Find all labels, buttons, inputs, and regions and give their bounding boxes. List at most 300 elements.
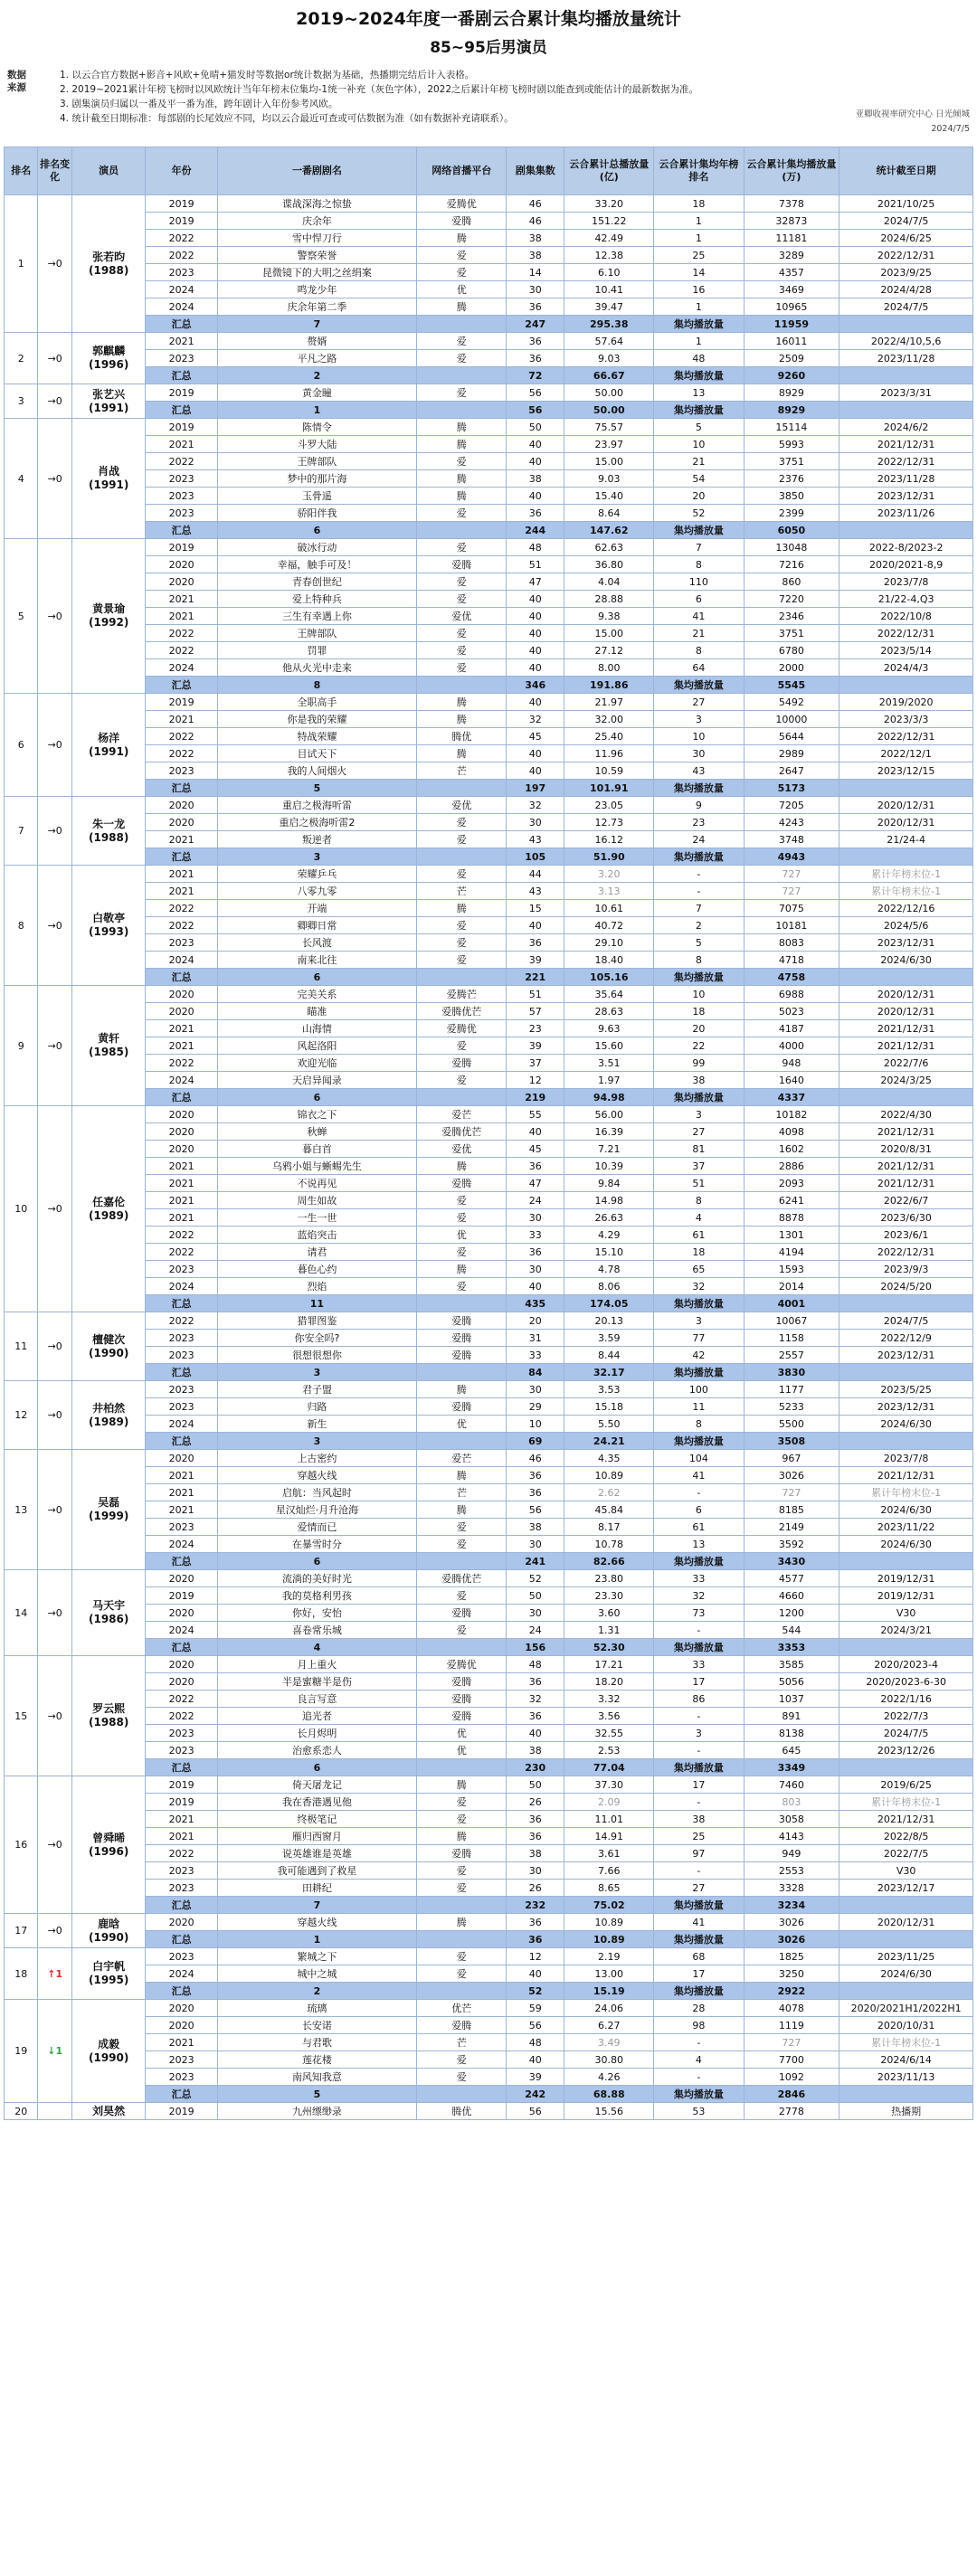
avg-views-cell: 2557: [744, 1347, 839, 1364]
episodes-cell: 40: [507, 1123, 564, 1141]
year-cell: 2021: [146, 1467, 217, 1484]
year-cell: 2020: [146, 1123, 217, 1141]
avg-views-cell: 4243: [744, 814, 839, 831]
yearly-rank-cell: 8: [654, 1416, 744, 1433]
episodes-cell: 36: [507, 1828, 564, 1845]
platform-cell: 优: [417, 1742, 507, 1759]
drama-name-cell: 暮色心约: [217, 1261, 416, 1278]
episodes-cell: 15: [507, 900, 564, 917]
summary-total-views: 77.04: [564, 1759, 654, 1776]
year-cell: 2019: [146, 1776, 217, 1794]
episodes-cell: 40: [507, 591, 564, 608]
summary-label: 汇总: [146, 780, 217, 797]
cutoff-date-cell: 2023/11/28: [839, 350, 973, 367]
total-views-cell: 28.88: [564, 591, 654, 608]
platform-cell: 腾: [417, 419, 507, 436]
avg-views-cell: 15114: [744, 419, 839, 436]
platform-cell: 爱腾: [417, 1055, 507, 1072]
platform-cell: 腾: [417, 1914, 507, 1931]
cutoff-date-cell: 2023/9/25: [839, 264, 973, 281]
platform-cell: 爱: [417, 505, 507, 522]
yearly-rank-cell: 13: [654, 1536, 744, 1553]
actor-birth-year: (1985): [88, 1046, 129, 1058]
summary-count: 7: [217, 1897, 416, 1914]
table-row: [5, 883, 973, 900]
yearly-rank-cell: 86: [654, 1690, 744, 1708]
table-row: [5, 213, 973, 230]
platform-cell: 爱芒: [417, 1106, 507, 1123]
cutoff-date-cell: 2023/12/15: [839, 762, 973, 780]
table-row: [5, 1742, 973, 1759]
year-cell: 2019: [146, 539, 217, 556]
total-views-cell: 10.89: [564, 1467, 654, 1484]
episodes-cell: 40: [507, 694, 564, 711]
year-cell: 2024: [146, 1536, 217, 1553]
episodes-cell: 31: [507, 1330, 564, 1347]
summary-avg-views: 2846: [744, 2086, 839, 2103]
actor-name-cell: [71, 1450, 146, 1570]
summary-episodes: 221: [507, 969, 564, 986]
year-cell: 2020: [146, 2000, 217, 2017]
yearly-rank-cell: 30: [654, 745, 744, 762]
summary-episodes: 84: [507, 1364, 564, 1381]
cutoff-date-cell: 2021/12/31: [839, 1158, 973, 1175]
rank-change-cell: →0: [38, 1106, 71, 1312]
episodes-cell: 36: [507, 1244, 564, 1261]
table-row: [5, 934, 973, 952]
table-row: [5, 573, 973, 591]
summary-blank: [839, 1364, 973, 1381]
table-row: [5, 952, 973, 969]
cutoff-date-cell: 2024/6/30: [839, 1536, 973, 1553]
table-row: [5, 333, 973, 350]
platform-cell: 优: [417, 281, 507, 298]
avg-views-cell: 8138: [744, 1725, 839, 1742]
note-line: 3. 剧集演员归属以一番及平一番为准，跨年剧计入年份参考风欧。: [60, 99, 338, 109]
episodes-cell: 36: [507, 1914, 564, 1931]
table-row: [5, 1261, 973, 1278]
total-views-cell: 1.31: [564, 1622, 654, 1639]
yearly-rank-cell: 65: [654, 1261, 744, 1278]
year-cell: 2023: [146, 762, 217, 780]
year-cell: 2019: [146, 384, 217, 402]
table-row: [5, 2000, 973, 2017]
yearly-rank-cell: 1: [654, 230, 744, 247]
cutoff-date-cell: 2022/10/8: [839, 608, 973, 625]
rank-cell: 8: [5, 866, 38, 986]
table-row: [5, 659, 973, 677]
table-row: [5, 1794, 973, 1811]
summary-row: [5, 1295, 973, 1312]
yearly-rank-cell: 33: [654, 1570, 744, 1587]
yearly-rank-cell: -: [654, 1708, 744, 1725]
table-row: [5, 1106, 973, 1123]
year-cell: 2021: [146, 831, 217, 848]
table-row: [5, 2051, 973, 2069]
episodes-cell: 52: [507, 1570, 564, 1587]
avg-views-cell: 3751: [744, 453, 839, 470]
yearly-rank-cell: 2: [654, 917, 744, 934]
yearly-rank-cell: 51: [654, 1175, 744, 1192]
yearly-rank-cell: 13: [654, 384, 744, 402]
table-row: [5, 814, 973, 831]
table-row: [5, 384, 973, 402]
drama-name-cell: 三生有幸遇上你: [217, 608, 416, 625]
summary-blank: [417, 1897, 507, 1914]
table-row: [5, 1278, 973, 1295]
total-views-cell: 45.84: [564, 1501, 654, 1519]
avg-views-cell: 10181: [744, 917, 839, 934]
summary-blank: [417, 1089, 507, 1106]
year-cell: 2023: [146, 1381, 217, 1398]
platform-cell: 爱: [417, 1278, 507, 1295]
episodes-cell: 36: [507, 333, 564, 350]
yearly-rank-cell: 10: [654, 436, 744, 453]
episodes-cell: 30: [507, 1381, 564, 1398]
total-views-cell: 10.59: [564, 762, 654, 780]
total-views-cell: 4.29: [564, 1226, 654, 1244]
drama-name-cell: 雁归西窗月: [217, 1828, 416, 1845]
year-cell: 2022: [146, 1226, 217, 1244]
summary-label: 汇总: [146, 1553, 217, 1570]
avg-views-cell: 1200: [744, 1605, 839, 1622]
year-cell: 2023: [146, 505, 217, 522]
actor-birth-year: (1991): [88, 401, 129, 414]
platform-cell: 爱: [417, 625, 507, 642]
total-views-cell: 40.72: [564, 917, 654, 934]
rank-cell: 10: [5, 1106, 38, 1312]
avg-views-cell: 2014: [744, 1278, 839, 1295]
yearly-rank-cell: 27: [654, 694, 744, 711]
year-cell: 2021: [146, 1192, 217, 1209]
table-row: [5, 230, 973, 247]
total-views-cell: 6.27: [564, 2017, 654, 2034]
yearly-rank-cell: 21: [654, 625, 744, 642]
actor-name-cell: [71, 419, 146, 539]
cutoff-date-cell: 2023/11/28: [839, 470, 973, 488]
platform-cell: 腾: [417, 694, 507, 711]
actor-birth-year: (1991): [88, 744, 129, 758]
table-row: [5, 2069, 973, 2086]
summary-blank: [839, 848, 973, 866]
rank-change-cell: →0: [38, 419, 71, 539]
episodes-cell: 40: [507, 1965, 564, 1983]
drama-name-cell: 君子盟: [217, 1381, 416, 1398]
year-cell: 2024: [146, 1622, 217, 1639]
actor-name-cell: [71, 1948, 146, 2000]
cutoff-date-cell: 累计年榜末位-1: [839, 1794, 973, 1811]
table-row: [5, 1519, 973, 1536]
platform-cell: 腾: [417, 1381, 507, 1398]
avg-views-cell: 3850: [744, 488, 839, 505]
episodes-cell: 38: [507, 1742, 564, 1759]
drama-name-cell: 你是我的荣耀: [217, 711, 416, 728]
summary-count: 1: [217, 402, 416, 419]
yearly-rank-cell: 68: [654, 1948, 744, 1965]
drama-name-cell: 庆余年: [217, 213, 416, 230]
summary-avg-label: 集均播放量: [654, 1983, 744, 2000]
year-cell: 2020: [146, 2017, 217, 2034]
notes-credit: 亚卿收视率研究中心 日光倾城: [855, 109, 970, 119]
cutoff-date-cell: 2021/12/31: [839, 1467, 973, 1484]
summary-count: 11: [217, 1295, 416, 1312]
total-views-cell: 33.20: [564, 195, 654, 213]
cutoff-date-cell: 2022/12/31: [839, 625, 973, 642]
platform-cell: 爱腾: [417, 1398, 507, 1416]
year-cell: 2022: [146, 453, 217, 470]
summary-avg-label: 集均播放量: [654, 402, 744, 419]
summary-row: [5, 848, 973, 866]
platform-cell: 爱: [417, 1536, 507, 1553]
platform-cell: 爱腾: [417, 1845, 507, 1862]
avg-views-cell: 2886: [744, 1158, 839, 1175]
actor-name-cell: [71, 1776, 146, 1914]
drama-name-cell: 荣耀乒乓: [217, 866, 416, 883]
total-views-cell: 3.53: [564, 1381, 654, 1398]
platform-cell: 爱: [417, 659, 507, 677]
total-views-cell: 32.55: [564, 1725, 654, 1742]
drama-name-cell: 青春创世纪: [217, 573, 416, 591]
yearly-rank-cell: 18: [654, 1244, 744, 1261]
yearly-rank-cell: 23: [654, 814, 744, 831]
cutoff-date-cell: 2020/12/31: [839, 1914, 973, 1931]
cutoff-date-cell: 累计年榜末位-1: [839, 2034, 973, 2051]
episodes-cell: 46: [507, 195, 564, 213]
cutoff-date-cell: 2022/12/31: [839, 728, 973, 745]
platform-cell: 腾: [417, 1158, 507, 1175]
year-cell: 2021: [146, 1209, 217, 1226]
actor-birth-year: (1993): [88, 925, 129, 938]
platform-cell: 爱腾: [417, 1347, 507, 1364]
cutoff-date-cell: 累计年榜末位-1: [839, 1484, 973, 1501]
summary-label: 汇总: [146, 316, 217, 333]
header-change: 排名变化: [38, 147, 71, 195]
avg-views-cell: 3026: [744, 1914, 839, 1931]
drama-name-cell: 暮白首: [217, 1141, 416, 1158]
total-views-cell: 16.12: [564, 831, 654, 848]
table-row: [5, 1055, 973, 1072]
summary-blank: [417, 1433, 507, 1450]
avg-views-cell: 2000: [744, 659, 839, 677]
episodes-cell: 40: [507, 625, 564, 642]
summary-total-views: 51.90: [564, 848, 654, 866]
episodes-cell: 30: [507, 1862, 564, 1880]
cutoff-date-cell: 2023/11/25: [839, 1948, 973, 1965]
episodes-cell: 48: [507, 539, 564, 556]
year-cell: 2021: [146, 866, 217, 883]
drama-name-cell: 警察荣誉: [217, 247, 416, 264]
rank-cell: 16: [5, 1776, 38, 1914]
yearly-rank-cell: 17: [654, 1776, 744, 1794]
total-views-cell: 4.04: [564, 573, 654, 591]
yearly-rank-cell: 5: [654, 419, 744, 436]
total-views-cell: 10.89: [564, 1914, 654, 1931]
drama-name-cell: 上古密约: [217, 1450, 416, 1467]
cutoff-date-cell: 2019/2020: [839, 694, 973, 711]
episodes-cell: 56: [507, 384, 564, 402]
page-title: 2019~2024年度一番剧云合累计集均播放量统计: [296, 9, 681, 29]
drama-name-cell: 陈情令: [217, 419, 416, 436]
summary-avg-label: 集均播放量: [654, 677, 744, 694]
year-cell: 2023: [146, 488, 217, 505]
drama-name-cell: 田耕纪: [217, 1880, 416, 1897]
summary-avg-views: 3508: [744, 1433, 839, 1450]
year-cell: 2022: [146, 917, 217, 934]
yearly-rank-cell: 37: [654, 1158, 744, 1175]
platform-cell: 爱腾: [417, 1330, 507, 1347]
yearly-rank-cell: 104: [654, 1450, 744, 1467]
summary-label: 汇总: [146, 1639, 217, 1656]
drama-name-cell: 庆余年第二季: [217, 298, 416, 316]
episodes-cell: 39: [507, 1037, 564, 1055]
summary-row: [5, 2086, 973, 2103]
episodes-cell: 26: [507, 1794, 564, 1811]
summary-total-views: 75.02: [564, 1897, 654, 1914]
summary-avg-views: 2922: [744, 1983, 839, 2000]
total-views-cell: 10.39: [564, 1158, 654, 1175]
table-row: [5, 1776, 973, 1794]
table-row: [5, 608, 973, 625]
summary-episodes: 56: [507, 402, 564, 419]
summary-total-views: 191.86: [564, 677, 654, 694]
avg-views-cell: 1119: [744, 2017, 839, 2034]
cutoff-date-cell: 2020/2021H1/2022H1: [839, 2000, 973, 2017]
episodes-cell: 32: [507, 1690, 564, 1708]
rank-cell: 20: [5, 2103, 38, 2120]
cutoff-date-cell: 2024/6/14: [839, 2051, 973, 2069]
summary-blank: [839, 1759, 973, 1776]
cutoff-date-cell: 2023/12/31: [839, 1347, 973, 1364]
summary-blank: [839, 522, 973, 539]
platform-cell: 爱: [417, 1622, 507, 1639]
avg-views-cell: 727: [744, 883, 839, 900]
drama-name-cell: 南来北往: [217, 952, 416, 969]
cutoff-date-cell: 2021/12/31: [839, 1811, 973, 1828]
episodes-cell: 38: [507, 470, 564, 488]
year-cell: 2023: [146, 2069, 217, 2086]
actor-name: 朱一龙: [92, 817, 126, 830]
cutoff-date-cell: 2024/6/2: [839, 419, 973, 436]
drama-name-cell: 王牌部队: [217, 625, 416, 642]
avg-views-cell: 1301: [744, 1226, 839, 1244]
rank-change-cell: →0: [38, 1381, 71, 1450]
episodes-cell: 36: [507, 1484, 564, 1501]
table-row: [5, 2017, 973, 2034]
summary-blank: [417, 1553, 507, 1570]
episodes-cell: 40: [507, 917, 564, 934]
summary-total-views: 66.67: [564, 367, 654, 384]
table-row: [5, 470, 973, 488]
summary-blank: [417, 780, 507, 797]
summary-row: [5, 1433, 973, 1450]
avg-views-cell: 1158: [744, 1330, 839, 1347]
summary-count: 2: [217, 1983, 416, 2000]
total-views-cell: 75.57: [564, 419, 654, 436]
avg-views-cell: 10067: [744, 1312, 839, 1330]
total-views-cell: 18.40: [564, 952, 654, 969]
rank-change-cell: →0: [38, 866, 71, 986]
drama-name-cell: 星汉灿烂·月升沧海: [217, 1501, 416, 1519]
summary-blank: [839, 780, 973, 797]
rank-change-cell: →0: [38, 1570, 71, 1656]
platform-cell: 爱腾: [417, 556, 507, 573]
platform-cell: 爱: [417, 934, 507, 952]
drama-name-cell: 治愈系恋人: [217, 1742, 416, 1759]
rank-cell: 15: [5, 1656, 38, 1776]
episodes-cell: 40: [507, 453, 564, 470]
avg-views-cell: 4078: [744, 2000, 839, 2017]
episodes-cell: 24: [507, 1622, 564, 1639]
actor-birth-year: (1988): [88, 830, 129, 844]
actor-name-cell: [71, 1914, 146, 1948]
cutoff-date-cell: 2020/2023-6-30: [839, 1673, 973, 1690]
yearly-rank-cell: 99: [654, 1055, 744, 1072]
total-views-cell: 3.32: [564, 1690, 654, 1708]
cutoff-date-cell: 2019/12/31: [839, 1587, 973, 1605]
summary-blank: [417, 402, 507, 419]
actor-name: 井柏然: [92, 1401, 126, 1415]
table-row: [5, 1501, 973, 1519]
drama-name-cell: 锦衣之下: [217, 1106, 416, 1123]
summary-count: 3: [217, 1364, 416, 1381]
episodes-cell: 36: [507, 350, 564, 367]
platform-cell: 腾: [417, 436, 507, 453]
episodes-cell: 33: [507, 1226, 564, 1244]
drama-name-cell: 周生如故: [217, 1192, 416, 1209]
avg-views-cell: 2647: [744, 762, 839, 780]
table-row: [5, 247, 973, 264]
year-cell: 2024: [146, 1278, 217, 1295]
yearly-rank-cell: 43: [654, 762, 744, 780]
total-views-cell: 27.12: [564, 642, 654, 659]
cutoff-date-cell: 2021/12/31: [839, 1123, 973, 1141]
episodes-cell: 40: [507, 436, 564, 453]
summary-total-views: 94.98: [564, 1089, 654, 1106]
summary-count: 6: [217, 1759, 416, 1776]
table-row: [5, 1828, 973, 1845]
year-cell: 2021: [146, 1020, 217, 1037]
summary-total-views: 147.62: [564, 522, 654, 539]
avg-views-cell: 860: [744, 573, 839, 591]
drama-name-cell: 欢迎光临: [217, 1055, 416, 1072]
drama-name-cell: 新生: [217, 1416, 416, 1433]
avg-views-cell: 7075: [744, 900, 839, 917]
table-row: [5, 1622, 973, 1639]
table-row: [5, 1141, 973, 1158]
table-row: [5, 1725, 973, 1742]
summary-avg-views: 3026: [744, 1931, 839, 1948]
cutoff-date-cell: 2024/6/30: [839, 1416, 973, 1433]
rank-change-cell: →0: [38, 1656, 71, 1776]
table-row: [5, 1312, 973, 1330]
cutoff-date-cell: 21/22-4,Q3: [839, 591, 973, 608]
actor-name-cell: [71, 2103, 146, 2120]
cutoff-date-cell: 2019/12/31: [839, 1570, 973, 1587]
platform-cell: 爱: [417, 831, 507, 848]
total-views-cell: 20.13: [564, 1312, 654, 1330]
cutoff-date-cell: 2023/9/3: [839, 1261, 973, 1278]
cutoff-date-cell: 累计年榜末位-1: [839, 883, 973, 900]
cutoff-date-cell: 2022/1/16: [839, 1690, 973, 1708]
episodes-cell: 48: [507, 2034, 564, 2051]
summary-blank: [417, 677, 507, 694]
avg-views-cell: 4718: [744, 952, 839, 969]
table-row: [5, 281, 973, 298]
table-body: [5, 195, 973, 2120]
total-views-cell: 14.98: [564, 1192, 654, 1209]
table-row: [5, 1690, 973, 1708]
platform-cell: 爱: [417, 814, 507, 831]
